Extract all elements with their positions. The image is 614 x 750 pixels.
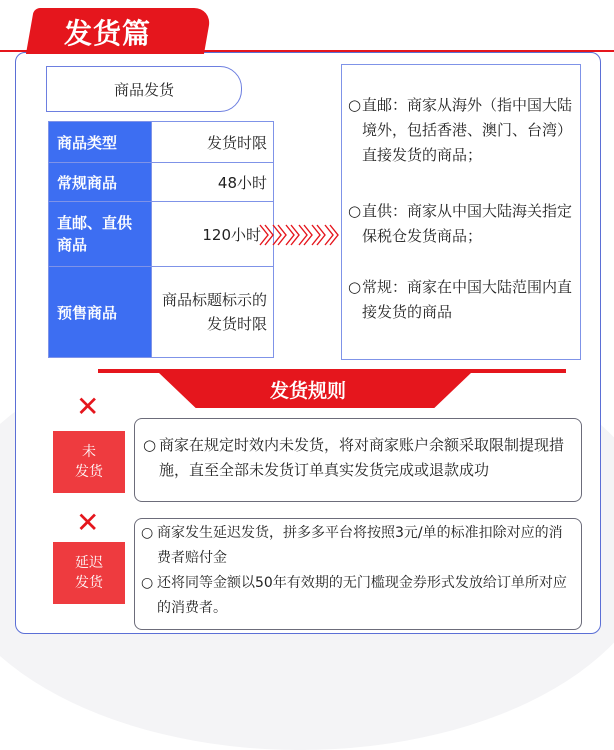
bullet-icon: ○ <box>141 525 154 541</box>
bullet-icon: ○ <box>348 278 362 296</box>
bullet-icon: ○ <box>348 96 362 114</box>
rules-title: 发货规则 <box>270 380 347 402</box>
table-cell-type: 直邮、直供商品 <box>49 202 152 267</box>
table-cell-limit: 48小时 <box>152 163 274 202</box>
shipping-time-table <box>48 121 274 358</box>
delayed-shipping-rule-box <box>134 518 582 630</box>
bullet-icon: ○ <box>348 202 362 220</box>
bullet-icon: ○ <box>143 436 157 454</box>
rule-item <box>143 433 575 483</box>
x-mark-icon: ✕ <box>76 506 100 539</box>
definition-direct-mail <box>348 93 576 168</box>
table-header-limit: 发货时限 <box>152 122 274 163</box>
badge-label: 发货 <box>75 575 103 591</box>
delayed-shipping-badge <box>53 542 125 604</box>
rule-item <box>141 521 571 571</box>
rule-item <box>141 571 571 621</box>
definition-text: 常规：商家在中国大陆范围内直接发货的商品 <box>362 278 573 321</box>
rule-text: 还将同等金额以50年有效期的无门槛现金券形式发放给订单所对应的消费者。 <box>157 575 567 616</box>
table-row <box>49 202 274 267</box>
product-shipping-label: 商品发货 <box>46 66 242 112</box>
definition-direct-supply <box>348 199 576 249</box>
definition-text: 直邮：商家从海外（指中国大陆境外，包括香港、澳门、台湾）直接发货的商品； <box>362 96 573 164</box>
definition-text: 直供：商家从中国大陆海关指定保税仓发货商品； <box>362 202 573 245</box>
not-shipped-rule-box <box>134 418 582 502</box>
table-cell-limit: 商品标题标示的发货时限 <box>152 267 274 358</box>
chevron-arrows-icon <box>258 222 344 248</box>
badge-label: 未 <box>82 444 96 460</box>
table-row <box>49 267 274 358</box>
x-mark-icon: ✕ <box>76 390 100 423</box>
page-title: 发货篇 <box>64 17 152 50</box>
bullet-icon: ○ <box>141 575 154 591</box>
table-cell-type: 预售商品 <box>49 267 152 358</box>
table-header-row <box>49 122 274 163</box>
table-header-type: 商品类型 <box>49 122 152 163</box>
rule-text: 商家发生延迟发货，拼多多平台将按照3元/单的标准扣除对应的消费者赔付金 <box>157 525 563 566</box>
table-cell-type: 常规商品 <box>49 163 152 202</box>
definitions-box <box>341 64 581 360</box>
table-cell-limit: 120小时 <box>152 202 274 267</box>
not-shipped-badge <box>53 431 125 493</box>
rule-text: 商家在规定时效内未发货，将对商家账户余额采取限制提现措施，直至全部未发货订单真实发货完成或退款成功 <box>159 436 565 479</box>
badge-label: 延迟 <box>75 555 103 571</box>
definition-regular <box>348 275 576 325</box>
table-row <box>49 163 274 202</box>
badge-label: 发货 <box>75 464 103 480</box>
